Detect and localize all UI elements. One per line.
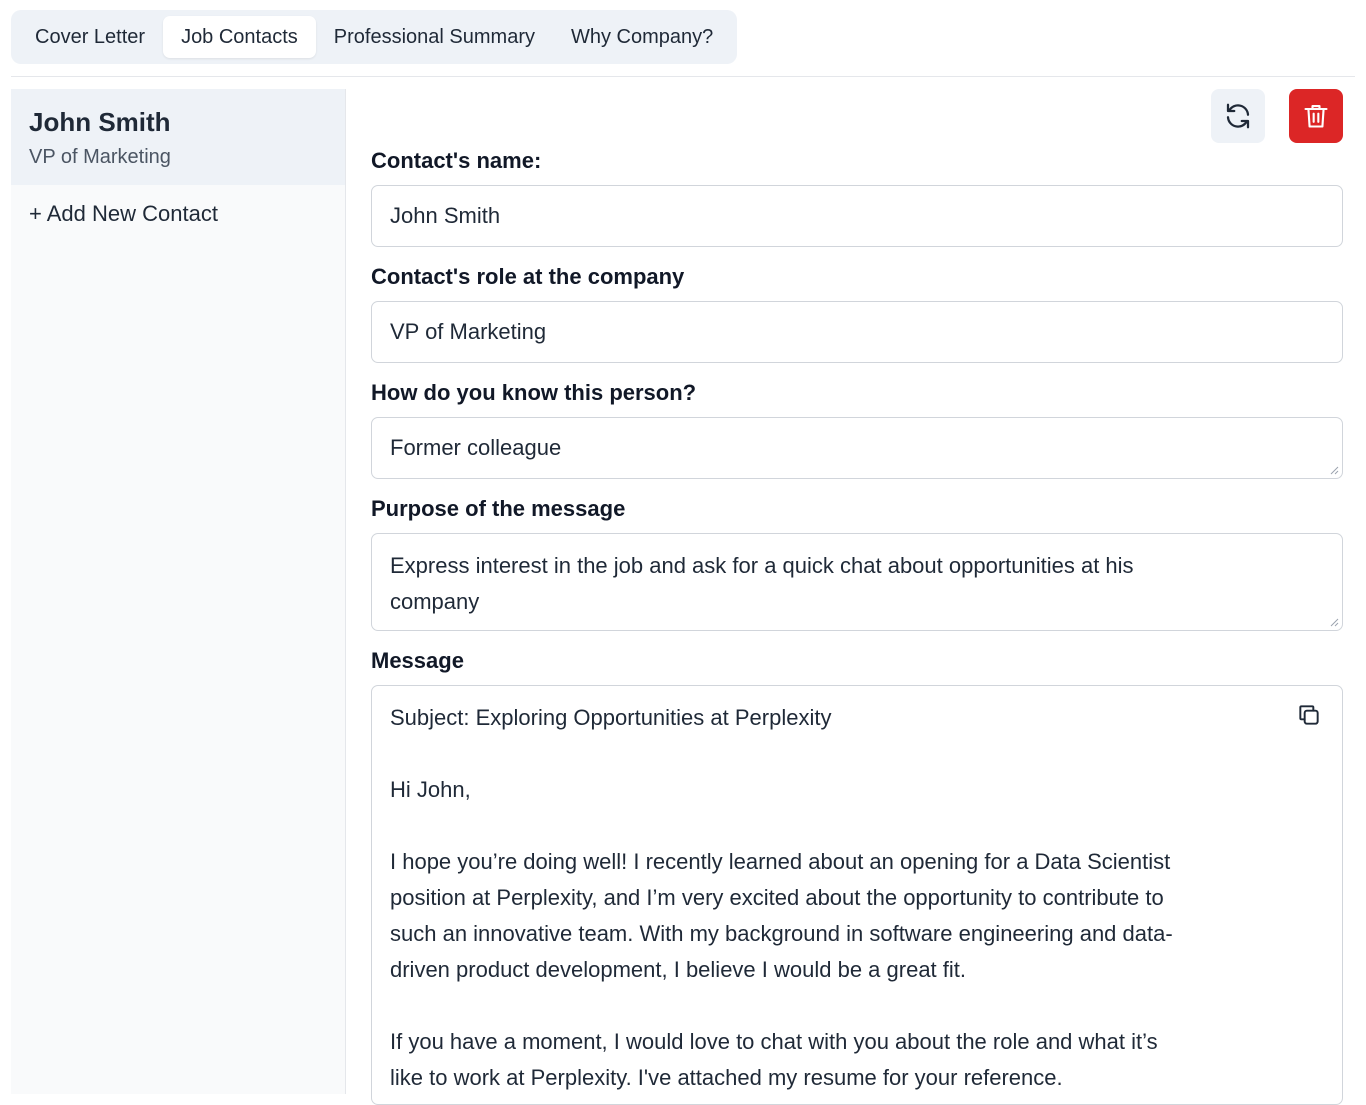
trash-icon xyxy=(1302,102,1330,130)
message-line: position at Perplexity, and I’m very excited about the opportunity to contribute to xyxy=(390,885,1164,910)
add-new-contact-button[interactable]: + Add New Contact xyxy=(29,201,218,226)
tab-professional-summary[interactable]: Professional Summary xyxy=(333,26,535,48)
message-label: Message xyxy=(371,648,464,673)
contact-role-label: Contact's role at the company xyxy=(371,264,685,289)
message-line: If you have a moment, I would love to chat with you about the role and what it’s xyxy=(390,1029,1158,1054)
relationship-textarea[interactable] xyxy=(371,417,1343,479)
purpose-label: Purpose of the message xyxy=(371,496,626,521)
delete-contact-button[interactable] xyxy=(1289,89,1343,143)
contact-name-label: Contact's name: xyxy=(371,148,542,173)
message-line: Hi John, xyxy=(390,777,471,802)
relationship-label: How do you know this person? xyxy=(371,380,697,405)
refresh-button[interactable] xyxy=(1211,89,1265,143)
message-line: like to work at Perplexity. I've attached my resume for your reference. xyxy=(390,1065,1063,1090)
message-line xyxy=(390,808,1262,844)
resize-grip-icon[interactable] xyxy=(1329,465,1339,475)
message-line: driven product development, I believe I would be a great fit. xyxy=(390,957,967,982)
message-line: such an innovative team. With my background in software engineering and data- xyxy=(390,921,1173,946)
contact-item-role: VP of Marketing xyxy=(29,146,171,168)
refresh-icon xyxy=(1223,101,1253,131)
contact-list-item[interactable] xyxy=(11,89,345,185)
tab-why-company[interactable]: Why Company? xyxy=(570,26,714,48)
tab-job-contacts[interactable]: Job Contacts xyxy=(163,16,316,58)
purpose-line: company xyxy=(390,589,480,614)
relationship-value: Former colleague xyxy=(390,435,562,460)
copy-message-button[interactable] xyxy=(1296,702,1324,730)
message-line: Subject: Exploring Opportunities at Perplexity xyxy=(390,705,832,730)
message-line: I hope you’re doing well! I recently learned about an opening for a Data Scientist xyxy=(390,849,1171,874)
tab-cover-letter[interactable]: Cover Letter xyxy=(35,26,146,48)
contact-role-input[interactable]: VP of Marketing xyxy=(371,301,1343,363)
tab-bar xyxy=(11,10,737,64)
contact-editor xyxy=(371,89,1343,1094)
contact-item-name: John Smith xyxy=(29,107,171,137)
header-divider xyxy=(11,76,1355,77)
purpose-line: Express interest in the job and ask for a quick chat about opportunities at his xyxy=(390,553,1134,578)
purpose-textarea[interactable] xyxy=(371,533,1343,631)
message-textarea[interactable] xyxy=(371,685,1343,1105)
message-line xyxy=(390,988,1262,1024)
copy-icon xyxy=(1296,702,1322,728)
contacts-sidebar xyxy=(11,89,346,1094)
contact-name-input[interactable]: John Smith xyxy=(371,185,1343,247)
resize-grip-icon[interactable] xyxy=(1329,617,1339,627)
message-line xyxy=(390,736,1262,772)
